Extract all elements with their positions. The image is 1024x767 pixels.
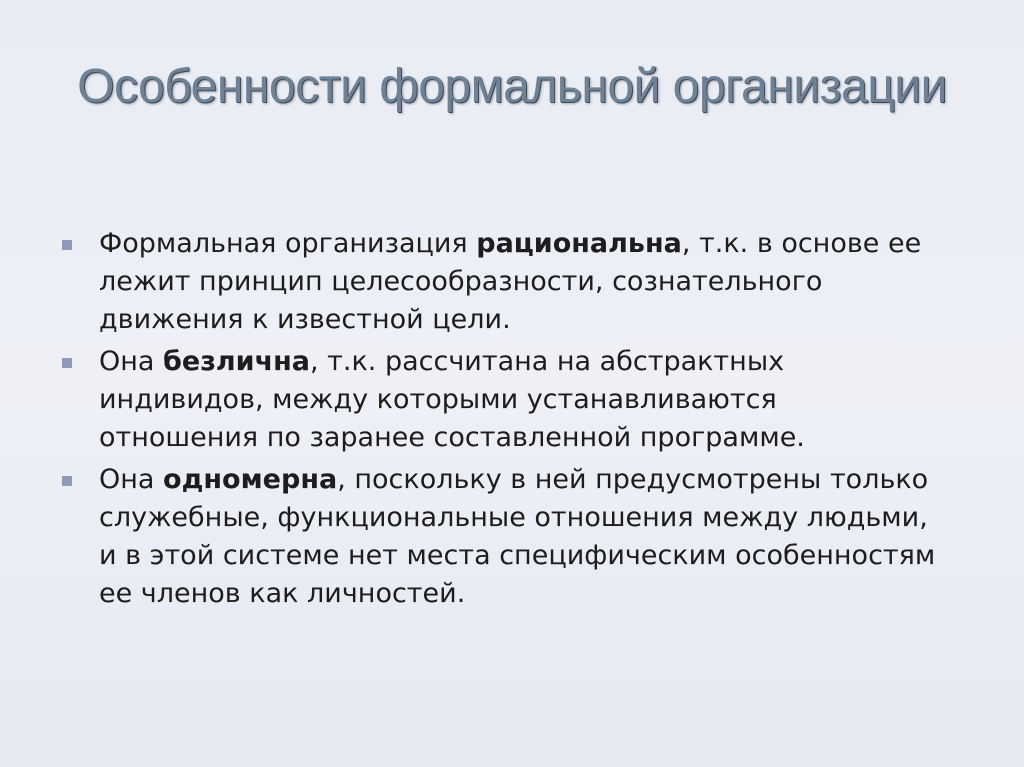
slide-title: Особенности формальной организации — [77, 60, 947, 113]
bullet-keyword: рациональна — [476, 228, 682, 259]
bullet-item-impersonal — [62, 343, 942, 457]
bullet-item-one-dimensional — [62, 461, 942, 613]
bullet-item-rational — [62, 225, 942, 339]
bullet-keyword: безлична — [163, 346, 311, 377]
bullet-text-after: , т.к. рассчитана на абстрактных индивидов, между которыми устанавливаются отношения по заранее составленной программе. — [99, 346, 805, 453]
bullet-text-before: Она — [99, 464, 164, 495]
bullet-keyword: одномерна — [163, 464, 338, 495]
bullet-list — [62, 225, 942, 617]
bullet-text-before: Она — [99, 346, 164, 377]
square-bullet-icon — [62, 240, 72, 250]
square-bullet-icon — [62, 358, 72, 368]
bullet-text-before: Формальная организация — [99, 228, 477, 259]
bullet-text-after: , поскольку в ней предусмотрены только служебные, функциональные отношения между людьми, и в этой системе нет места специфическим особенностям ее членов как личностей. — [99, 464, 936, 609]
square-bullet-icon — [62, 476, 72, 486]
bullet-text-after: , т.к. в основе ее лежит принцип целесообразности, сознательного движения к известной цели. — [99, 228, 922, 335]
